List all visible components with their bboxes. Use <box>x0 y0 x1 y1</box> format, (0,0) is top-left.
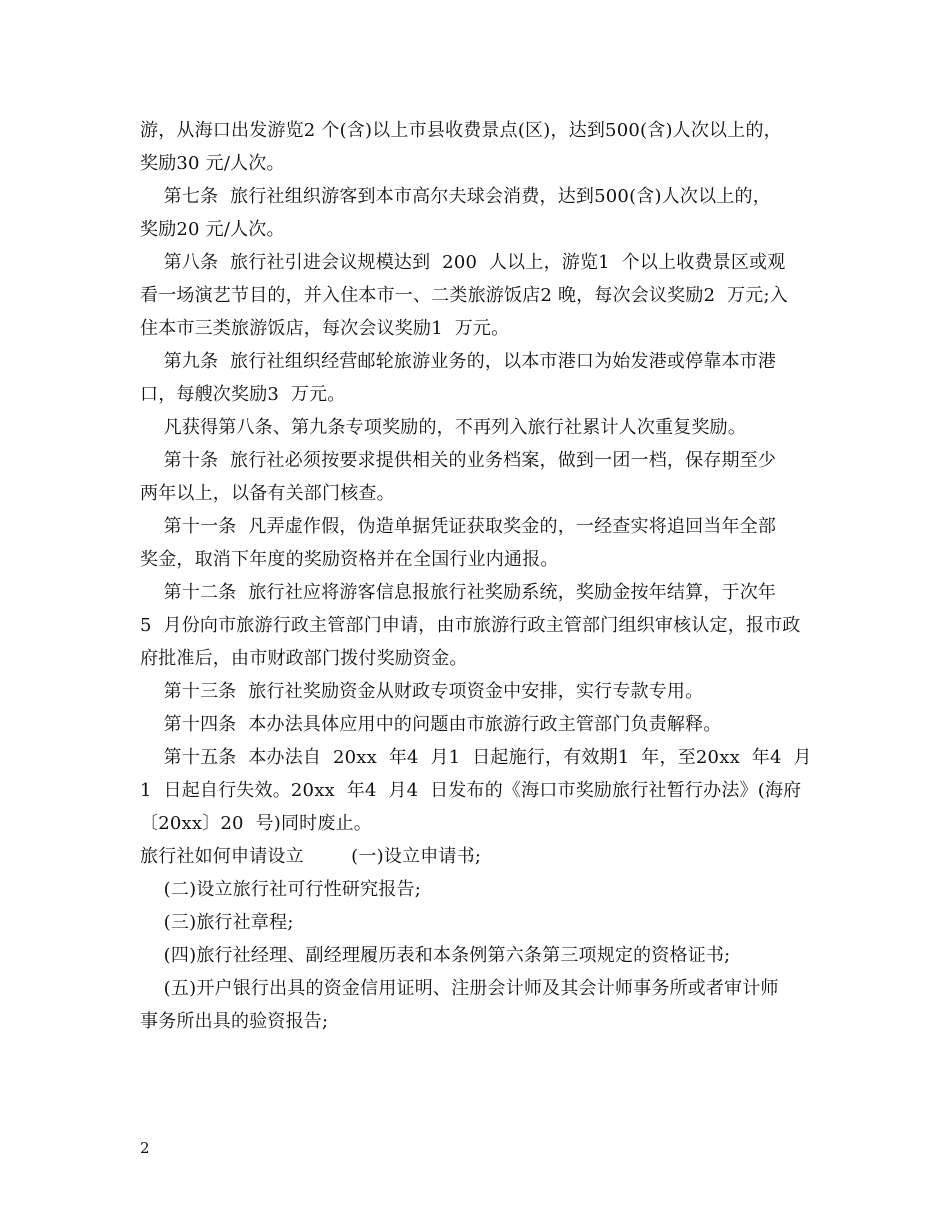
text-line: (二)设立旅行社可行性研究报告; <box>140 879 421 900</box>
text-line: 两年以上，以备有关部门核查。 <box>140 483 395 504</box>
text-line: 事务所出具的验资报告; <box>140 1011 329 1032</box>
text-line: 第十三条 旅行社奖励资金从财政专项资金中安排，实行专款专用。 <box>140 681 704 702</box>
text-line: 凡获得第八条、第九条专项奖励的，不再列入旅行社累计人次重复奖励。 <box>140 417 747 438</box>
text-line: 府批准后，由市财政部门拨付奖励资金。 <box>140 648 468 669</box>
text-line: 1 日起自行失效。20xx 年4 月4 日发布的《海口市奖励旅行社暂行办法》(海府 <box>140 780 802 801</box>
text-line: 第十五条 本办法自 20xx 年4 月1 日起施行，有效期1 年，至20xx 年4 月 <box>140 747 812 768</box>
page-number: 2 <box>140 1139 150 1157</box>
text-line: 口，每艘次奖励3 万元。 <box>140 384 346 405</box>
text-line: 旅行社如何申请设立 (一)设立申请书; <box>140 846 482 867</box>
text-line: (四)旅行社经理、副经理履历表和本条例第六条第三项规定的资格证书; <box>140 945 731 966</box>
text-line: 第八条 旅行社引进会议规模达到 200 人以上，游览1 个以上收费景区或观 <box>140 252 786 273</box>
text-line: 奖金，取消下年度的奖励资格并在全国行业内通报。 <box>140 549 559 570</box>
text-line: 〔20xx〕20 号)同时废止。 <box>140 813 372 834</box>
text-line: 奖励30 元/人次。 <box>140 153 285 174</box>
text-line: (三)旅行社章程; <box>140 912 294 933</box>
document-body <box>140 114 816 1038</box>
text-line: 第十条 旅行社必须按要求提供相关的业务档案，做到一团一档，保存期至少 <box>140 450 777 471</box>
text-line: 奖励20 元/人次。 <box>140 219 285 240</box>
text-line: 第九条 旅行社组织经营邮轮旅游业务的，以本市港口为始发港或停靠本市港 <box>140 351 777 372</box>
text-line: (五)开户银行出具的资金信用证明、注册会计师及其会计师事务所或者审计师 <box>140 978 779 999</box>
text-line: 第十四条 本办法具体应用中的问题由市旅游行政主管部门负责解释。 <box>140 714 722 735</box>
text-line: 第七条 旅行社组织游客到本市高尔夫球会消费，达到500(含)人次以上的， <box>140 186 771 207</box>
text-line: 5 月份向市旅游行政主管部门申请，由市旅游行政主管部门组织审核认定，报市政 <box>140 615 801 636</box>
text-line: 游，从海口出发游览2 个(含)以上市县收费景点(区)，达到500(含)人次以上的， <box>140 120 782 141</box>
text-line: 看一场演艺节目的，并入住本市一、二类旅游饭店2 晚，每次会议奖励2 万元;入 <box>140 285 788 306</box>
text-line: 住本市三类旅游饭店，每次会议奖励1 万元。 <box>140 318 510 339</box>
text-line: 第十一条 凡弄虚作假，伪造单据凭证获取奖金的，一经查实将追回当年全部 <box>140 516 777 537</box>
text-line: 第十二条 旅行社应将游客信息报旅行社奖励系统，奖励金按年结算，于次年 <box>140 582 777 603</box>
